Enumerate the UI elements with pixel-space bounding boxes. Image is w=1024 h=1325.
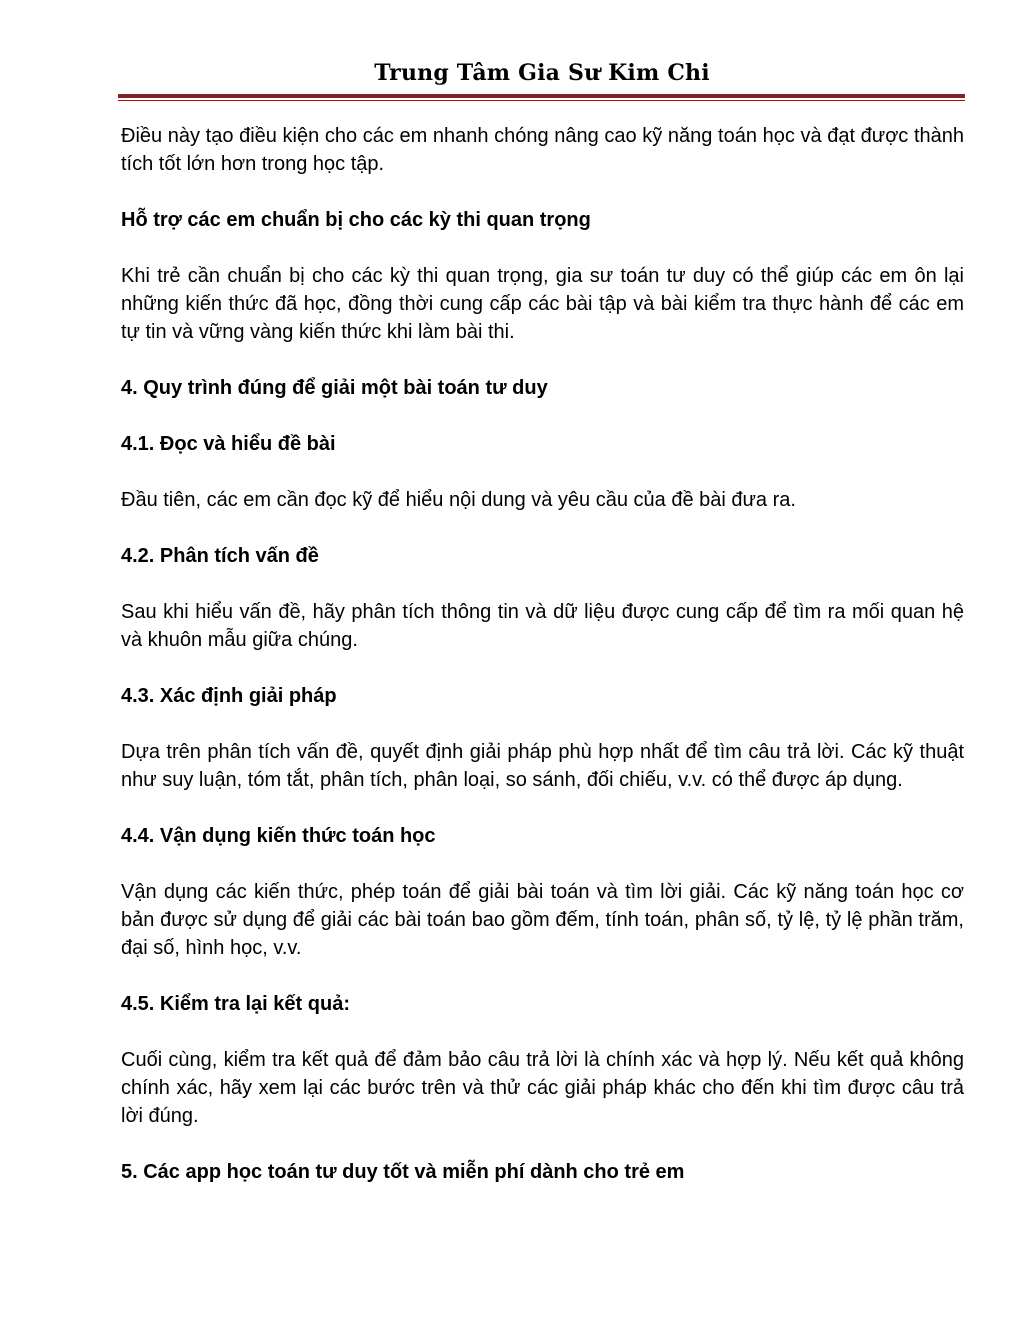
paragraph-4-1: Đầu tiên, các em cần đọc kỹ để hiểu nội dung và yêu cầu của đề bài đưa ra. (121, 489, 796, 511)
document-body (121, 122, 964, 1186)
heading-4-1: 4.1. Đọc và hiểu đề bài (121, 433, 336, 455)
paragraph-4-4: Vận dụng các kiến thức, phép toán để giải bài toán và tìm lời giải. Các kỹ năng toán học cơ bản được sử dụng để giải các bài toán bao gồm đếm, tính toán, phân số, tỷ lệ, tỷ lệ phần trăm, đại số, hình học, v.v. (121, 881, 964, 959)
paragraph-exam-support: Khi trẻ cần chuẩn bị cho các kỳ thi quan trọng, gia sư toán tư duy có thể giúp các em ôn lại những kiến thức đã học, đồng thời cung cấp các bài tập và bài kiểm tra thực hành để các em tự tin và vững vàng kiến thức khi làm bài thi. (121, 265, 964, 343)
heading-section-5: 5. Các app học toán tư duy tốt và miễn phí dành cho trẻ em (121, 1161, 685, 1183)
paragraph-intro: Điều này tạo điều kiện cho các em nhanh chóng nâng cao kỹ năng toán học và đạt được thành tích tốt lớn hơn trong học tập. (121, 125, 964, 175)
paragraph-4-2: Sau khi hiểu vấn đề, hãy phân tích thông tin và dữ liệu được cung cấp để tìm ra mối quan hệ và khuôn mẫu giữa chúng. (121, 601, 964, 651)
heading-section-4: 4. Quy trình đúng để giải một bài toán tư duy (121, 377, 548, 399)
page-header-title: Trung Tâm Gia Sư Kim Chi (374, 60, 710, 86)
paragraph-4-5: Cuối cùng, kiểm tra kết quả để đảm bảo câu trả lời là chính xác và hợp lý. Nếu kết quả không chính xác, hãy xem lại các bước trên và thử các giải pháp khác cho đến khi tìm được câu trả lời đúng. (121, 1049, 964, 1127)
heading-4-3: 4.3. Xác định giải pháp (121, 685, 337, 707)
heading-4-5: 4.5. Kiểm tra lại kết quả: (121, 993, 350, 1015)
heading-4-2: 4.2. Phân tích vấn đề (121, 545, 319, 567)
heading-exam-support: Hỗ trợ các em chuẩn bị cho các kỳ thi quan trọng (121, 209, 591, 231)
header-divider-thick (118, 94, 965, 98)
paragraph-4-3: Dựa trên phân tích vấn đề, quyết định giải pháp phù hợp nhất để tìm câu trả lời. Các kỹ thuật như suy luận, tóm tắt, phân tích, phân loại, so sánh, đối chiếu, v.v. có thể được áp dụng. (121, 741, 964, 791)
header-divider-thin (118, 100, 965, 101)
heading-4-4: 4.4. Vận dụng kiến thức toán học (121, 825, 436, 847)
